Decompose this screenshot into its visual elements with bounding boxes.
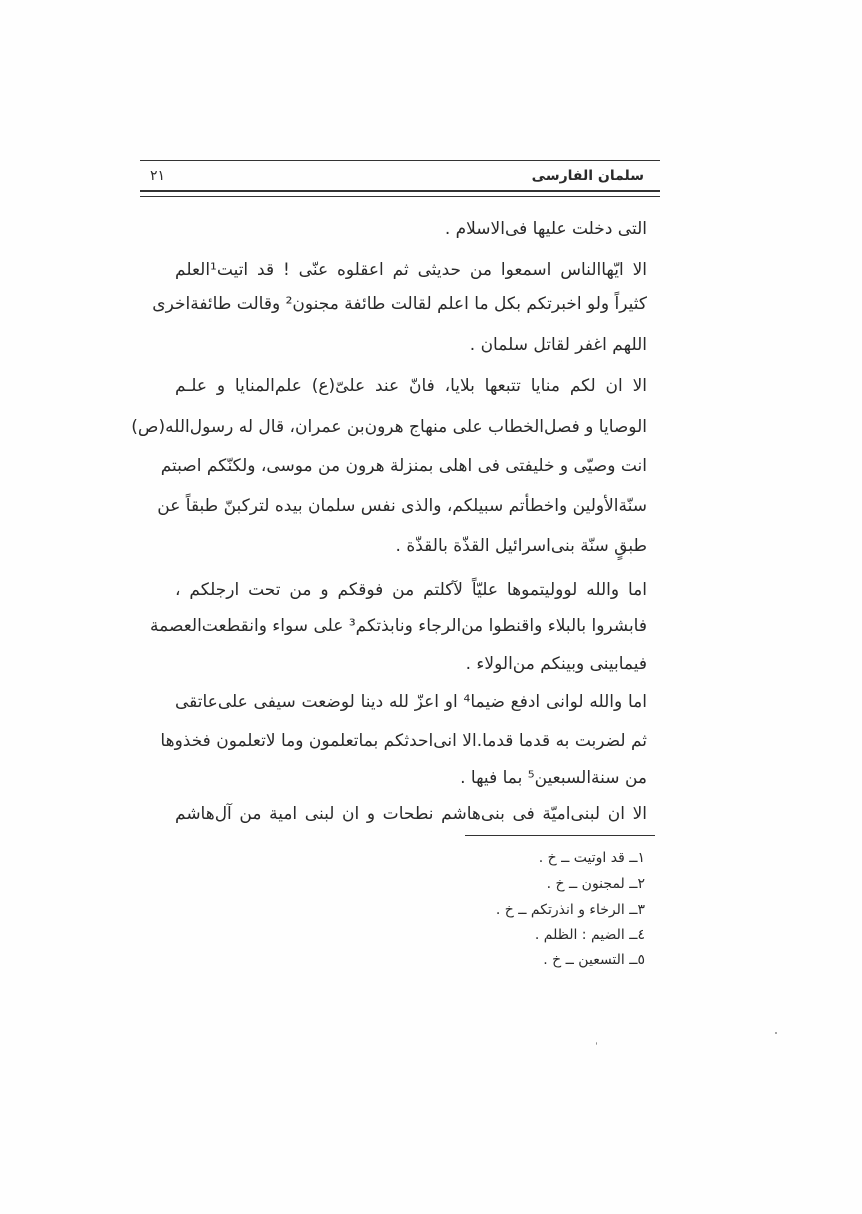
page-number: ۲۱ bbox=[150, 168, 166, 184]
footnote: ٤ــ الضيم : الظلم . bbox=[534, 927, 645, 943]
body-line: اما والله لووليتموها عليّاً لآكلتم من فوقكم و من تحت ارجلكم ، bbox=[175, 580, 647, 600]
body-line: طبقٍ سنّة بنى‌اسرائيل القذّة بالقذّة . bbox=[395, 536, 647, 556]
body-line: التى دخلت عليها فى‌الاسلام . bbox=[444, 219, 647, 239]
footnote: ۲ــ لمجنون ــ خ . bbox=[546, 876, 645, 892]
body-line: سنّةالأولين واخطأتم سبيلكم، والذى نفس سلمان بيده لتركبنّ طبقاً عن bbox=[157, 496, 647, 516]
body-line: اما والله لوانى ادفع ضيما⁴ او اعزّ لله دينا لوضعت سيفى على‌عاتقى bbox=[175, 692, 647, 712]
body-line: الوصايا و فصل‌الخطاب على منهاج هرون‌بن عمران، قال له رسول‌الله(ص) bbox=[131, 417, 647, 437]
footnote: ۱ــ قد اوتيت ــ خ . bbox=[538, 850, 645, 866]
footnote: ۳ــ الرخاء و انذرتكم ــ خ . bbox=[495, 902, 645, 918]
body-line: فيمابينى وبينكم من‌الولاء . bbox=[465, 654, 647, 674]
running-head-title: سلمان الفارسی bbox=[531, 168, 644, 184]
body-line: الا ان لكم منايا تتبعها بلايا، فانّ عند علىّ(ع) علم‌المنايا و علـم bbox=[175, 376, 647, 396]
footnote-rule bbox=[465, 835, 655, 836]
body-line: الا ايّهاالناس اسمعوا من حديثى ثم اعقلوه عنّى ! قد اتيت¹العلم bbox=[175, 260, 647, 280]
body-line: ثم لضربت به قدما قدما.الا انى‌احدثكم بماتعلمون وما لاتعلمون فخذوها bbox=[160, 731, 647, 751]
body-line: فابشروا بالبلاء واقنطوا من‌الرجاء ونابذتكم³ على سواء وانقطعت‌العصمة bbox=[150, 616, 647, 636]
footnote: ٥ــ التسعين ــ خ . bbox=[543, 952, 645, 968]
scan-speck bbox=[775, 1032, 777, 1034]
header-top-rule bbox=[140, 160, 660, 161]
header-bottom-rule bbox=[140, 190, 660, 192]
body-line: انت وصيّى و خليفتى فى اهلى بمنزلة هرون من موسى، ولكنّكم اصبتم bbox=[160, 456, 647, 476]
body-line: كثيراً ولو اخبرتكم بكل ما اعلم لقالت طائفة مجنون² وقالت طائفةاخرى bbox=[152, 294, 647, 314]
scan-speck bbox=[596, 1042, 597, 1045]
body-line: الا ان لبنى‌اميّة فى بنى‌هاشم نطحات و ان لبنى امية من آل‌هاشم bbox=[175, 804, 647, 824]
body-line: من سنةالسبعين⁵ بما فيها . bbox=[460, 768, 647, 788]
header-bottom-rule-thin bbox=[140, 196, 660, 197]
body-line: اللهم اغفر لقاتل سلمان . bbox=[469, 335, 647, 355]
